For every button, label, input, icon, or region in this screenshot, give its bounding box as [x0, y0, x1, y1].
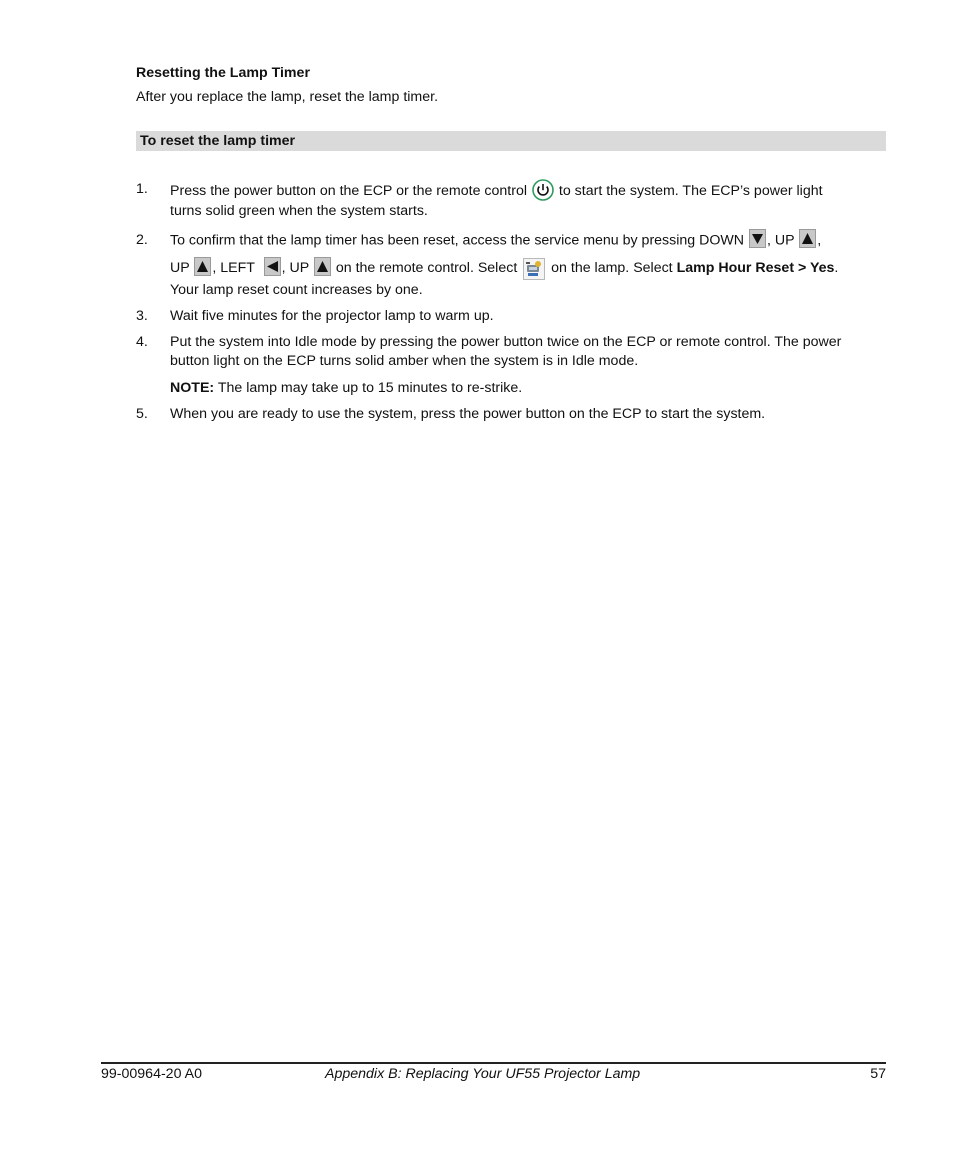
step-text: Put the system into Idle mode by pressing the power button twice on the ECP or remote control. The power — [170, 334, 842, 350]
step-text: To confirm that the lamp timer has been reset, access the service menu by pressing DOWN — [170, 232, 745, 249]
step-text: When you are ready to use the system, press the power button on the ECP to start the system. — [170, 406, 766, 422]
step-text: , UP — [281, 259, 309, 276]
step-number: 5. — [136, 406, 148, 422]
up-arrow-icon — [194, 257, 211, 276]
footer-page-number: 57 — [870, 1066, 886, 1082]
note-text: The lamp may take up to 15 minutes to re-strike. — [217, 380, 523, 396]
up-arrow-icon — [799, 229, 816, 248]
power-icon — [532, 179, 554, 201]
lamp-settings-icon — [523, 258, 545, 280]
step-1 — [170, 180, 886, 221]
step-text: UP — [170, 259, 190, 276]
step-text: Wait five minutes for the projector lamp to warm up. — [170, 308, 494, 324]
step-text: Press the power button on the ECP or the remote control — [170, 182, 527, 199]
step-number: 1. — [136, 181, 148, 197]
menu-path: Lamp Hour Reset > Yes — [676, 259, 835, 276]
procedure-title: To reset the lamp timer — [140, 133, 296, 149]
step-number: 4. — [136, 334, 148, 350]
note-label: NOTE: — [170, 380, 215, 396]
step-number: 2. — [136, 232, 148, 248]
section-intro: After you replace the lamp, reset the lamp timer. — [136, 89, 439, 105]
step-2 — [170, 231, 886, 300]
procedure-header — [136, 131, 886, 151]
step-text: on the lamp. Select — [551, 259, 673, 276]
footer-divider — [101, 1062, 886, 1064]
footer-chapter-title: Appendix B: Replacing Your UF55 Projector Lamp — [325, 1066, 641, 1082]
up-arrow-icon — [314, 257, 331, 276]
step-number: 3. — [136, 308, 148, 324]
step-text: button light on the ECP turns solid amber when the system is in Idle mode. — [170, 353, 639, 369]
step-text: , UP — [767, 232, 795, 249]
down-arrow-icon — [749, 229, 766, 248]
step-text: to start the system. The ECP’s power light — [558, 182, 823, 199]
left-arrow-icon — [264, 257, 281, 276]
step-3 — [170, 307, 886, 326]
step-text: , — [817, 232, 822, 249]
step-text: Your lamp reset count increases by one. — [170, 282, 423, 298]
step-text: . — [834, 259, 839, 276]
step-text: turns solid green when the system starts. — [170, 203, 428, 219]
footer-doc-number: 99-00964-20 A0 — [101, 1066, 202, 1082]
step-text: on the remote control. Select — [335, 259, 518, 276]
step-text: , LEFT — [212, 259, 255, 276]
step-4 — [170, 333, 886, 398]
section-title: Resetting the Lamp Timer — [136, 65, 310, 81]
step-5 — [170, 405, 886, 424]
